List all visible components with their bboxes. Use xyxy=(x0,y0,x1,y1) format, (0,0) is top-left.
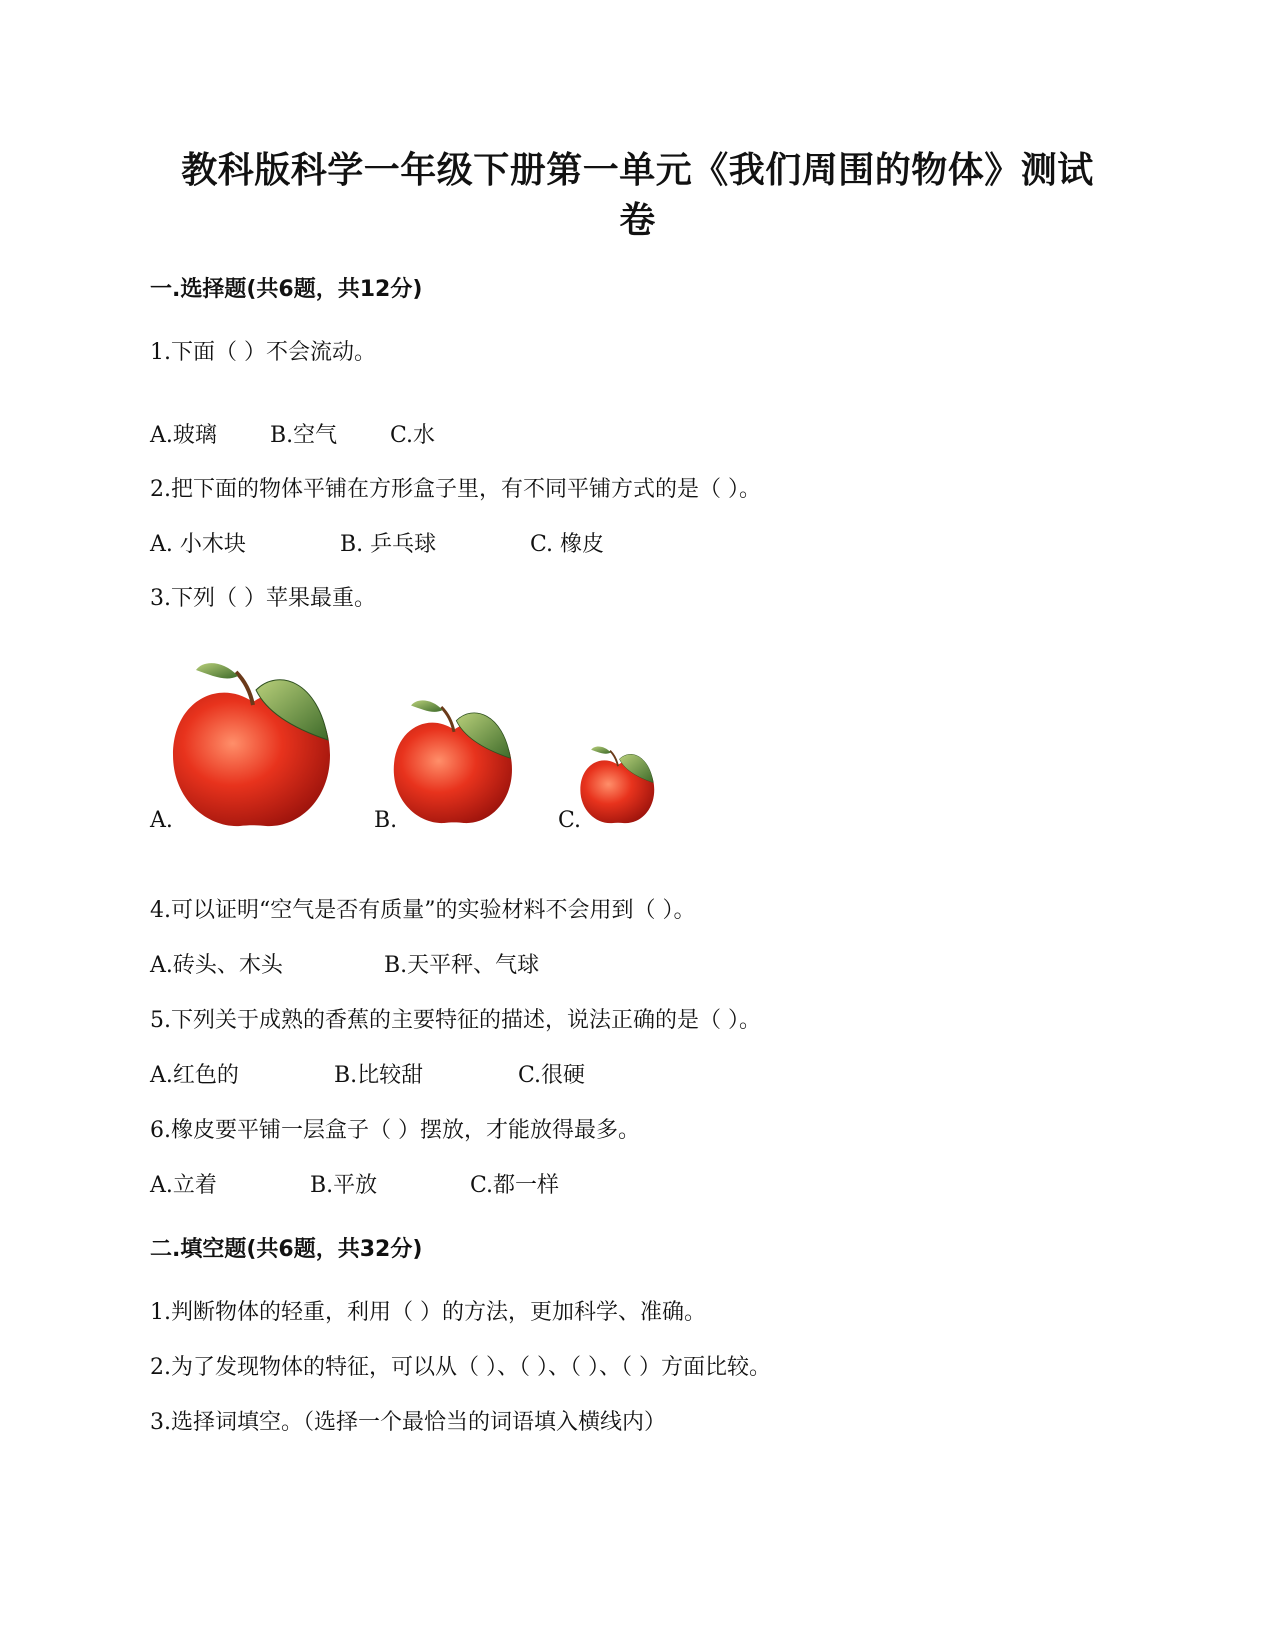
question-4-option-b: B.天平秤、气球 xyxy=(384,953,540,978)
apple-medium-image xyxy=(390,697,518,827)
question-2-option-b: B. 乒乓球 xyxy=(340,532,437,557)
question-6-stem: 6.橡皮要平铺一层盒子（ ）摆放，才能放得最多。 xyxy=(150,1118,640,1143)
question-4-option-a: A.砖头、木头 xyxy=(150,953,283,978)
question-5-option-c: C.很硬 xyxy=(518,1063,586,1088)
question-1-option-c: C.水 xyxy=(390,423,436,448)
section-heading-fill-blank: 二.填空题(共6题，共32分) xyxy=(150,1237,423,1262)
question-4-stem: 4.可以证明“空气是否有质量”的实验材料不会用到（ ）。 xyxy=(150,898,696,923)
question-5-option-b: B.比较甜 xyxy=(334,1063,424,1088)
title-line-2: 卷 xyxy=(619,200,656,241)
page-title xyxy=(150,146,1125,246)
apple-large-image xyxy=(168,660,338,830)
section-heading-choice: 一.选择题(共6题，共12分) xyxy=(150,277,423,302)
fill-blank-1: 1.判断物体的轻重，利用（ ）的方法，更加科学、准确。 xyxy=(150,1300,706,1325)
question-6-option-a: A.立着 xyxy=(150,1173,217,1198)
question-3-option-c: C. xyxy=(558,808,582,833)
question-5-option-a: A.红色的 xyxy=(150,1063,239,1088)
apple-small-image xyxy=(578,743,658,827)
question-2-option-a: A. 小木块 xyxy=(150,532,246,557)
question-3-stem: 3.下列（ ）苹果最重。 xyxy=(150,586,376,611)
question-6-option-c: C.都一样 xyxy=(470,1173,560,1198)
question-1-option-a: A.玻璃 xyxy=(150,423,217,448)
question-6-option-b: B.平放 xyxy=(310,1173,378,1198)
question-1-stem: 1.下面（ ）不会流动。 xyxy=(150,340,376,365)
question-2-stem: 2.把下面的物体平铺在方形盒子里，有不同平铺方式的是（ ）。 xyxy=(150,477,761,502)
fill-blank-2: 2.为了发现物体的特征，可以从（ ）、（ ）、（ ）、（ ）方面比较。 xyxy=(150,1355,771,1380)
title-line-1: 教科版科学一年级下册第一单元《我们周围的物体》测试 xyxy=(181,150,1094,191)
question-3-option-a: A. xyxy=(150,808,173,833)
question-1-option-b: B.空气 xyxy=(270,423,338,448)
question-3-option-b: B. xyxy=(374,808,398,833)
question-2-option-c: C. 橡皮 xyxy=(530,532,605,557)
fill-blank-3: 3.选择词填空。（选择一个最恰当的词语填入横线内） xyxy=(150,1410,666,1435)
question-5-stem: 5.下列关于成熟的香蕉的主要特征的描述，说法正确的是（ ）。 xyxy=(150,1008,761,1033)
